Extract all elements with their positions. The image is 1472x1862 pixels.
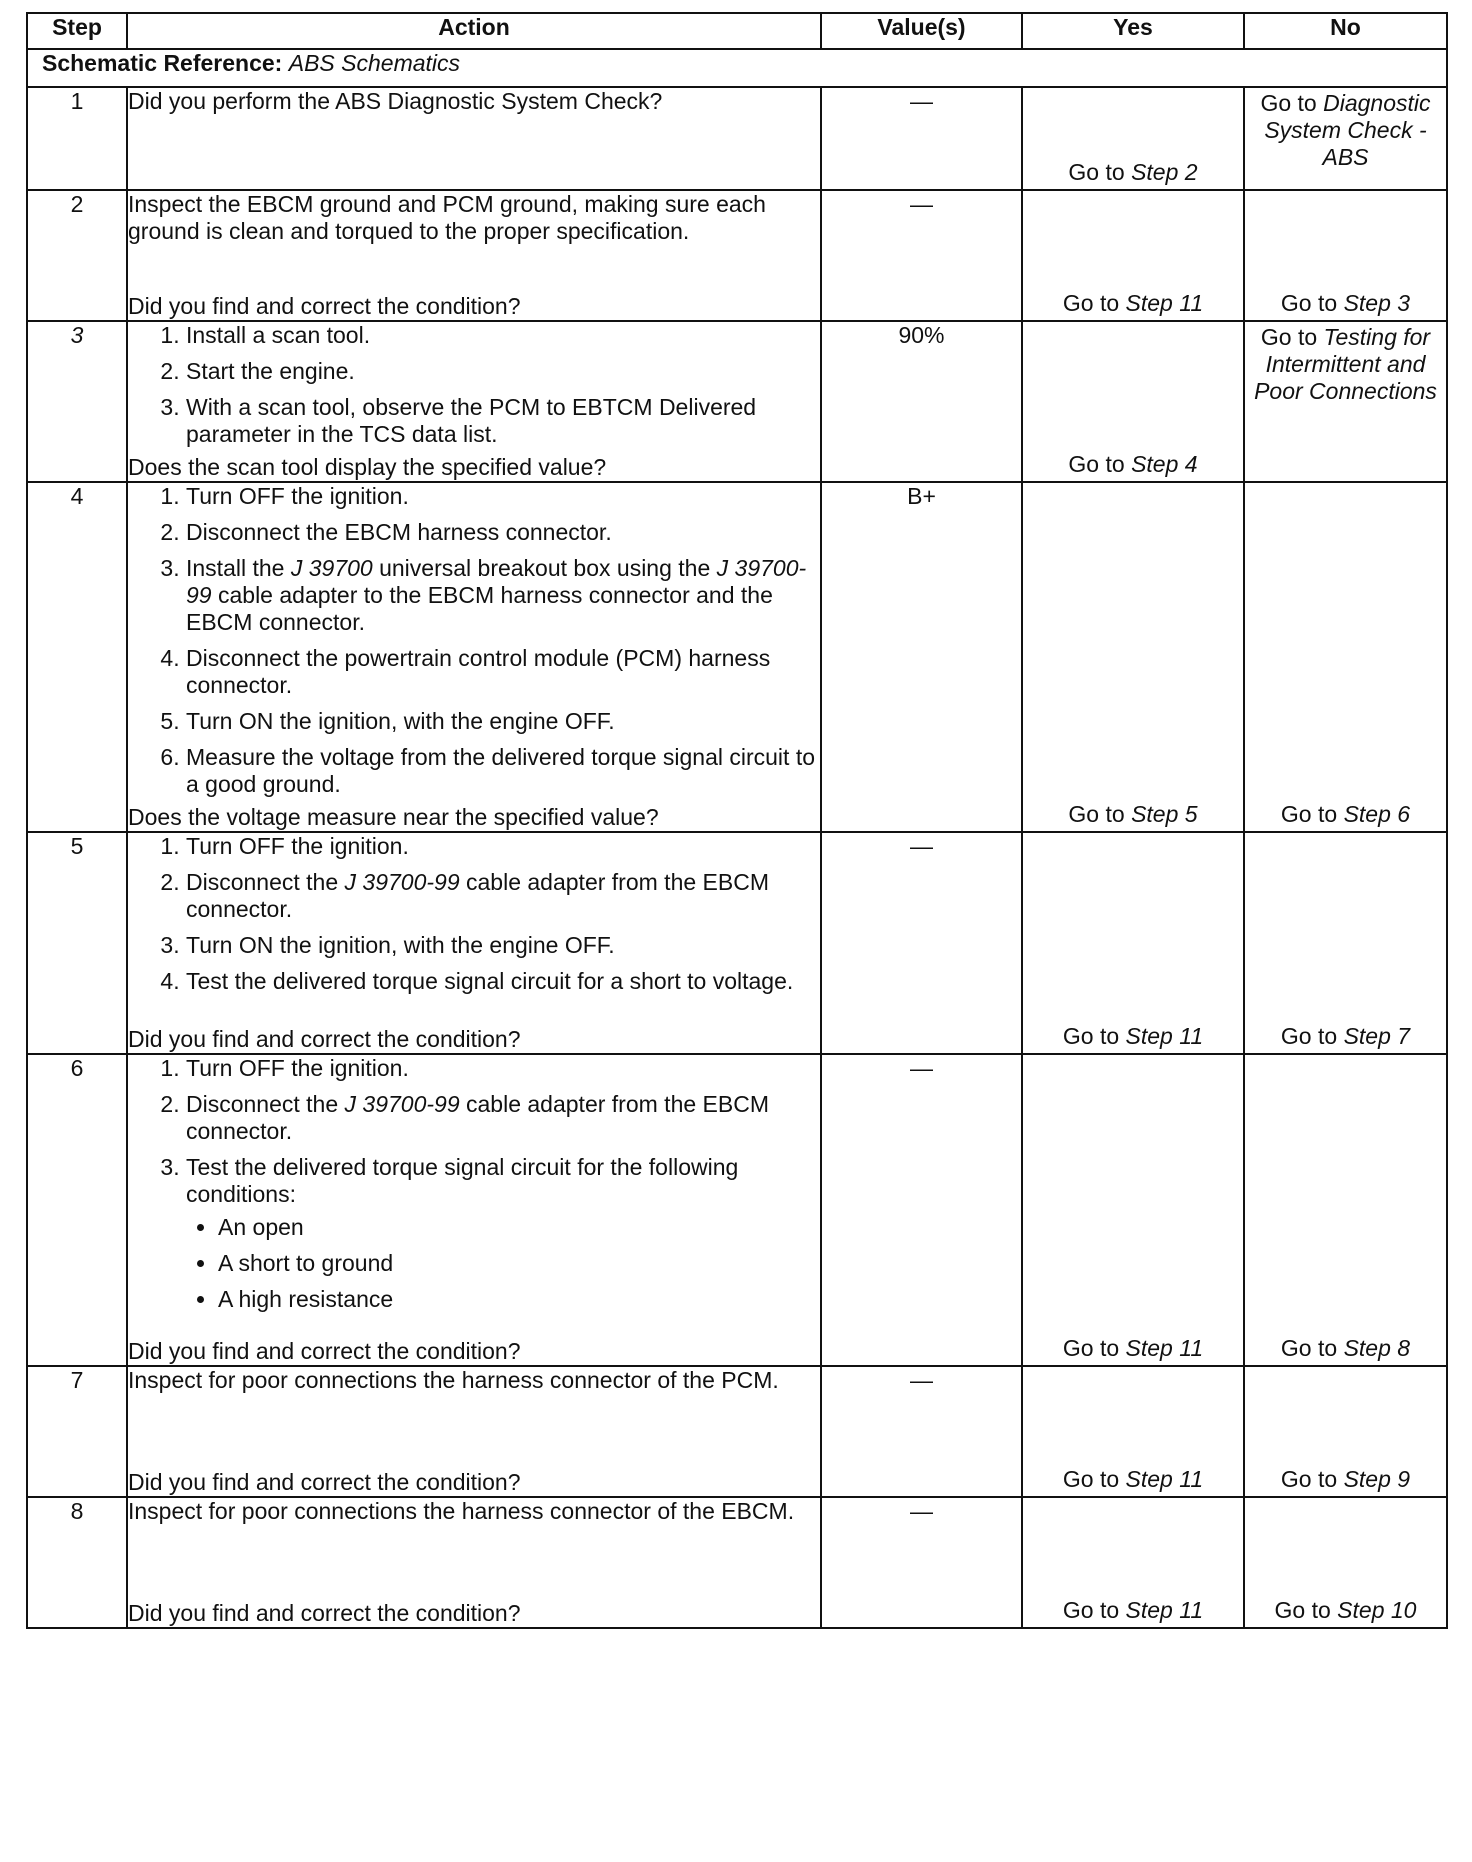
yes-cell xyxy=(1022,1497,1244,1628)
list-item: 3. Install the J 39700 universal breakout box using the J 39700-99 cable adapter to the EBCM harness connector and the EBCM connector. xyxy=(186,555,820,636)
no-goto[interactable] xyxy=(1245,90,1446,171)
no-cell xyxy=(1244,1497,1447,1628)
action-question: Did you find and correct the condition? xyxy=(128,1469,521,1495)
goto-prefix: Go to xyxy=(1280,1466,1338,1492)
action-question: Does the scan tool display the specified value? xyxy=(128,454,607,480)
schematic-link[interactable]: ABS Schematics xyxy=(288,50,461,76)
yes-cell xyxy=(1022,87,1244,190)
goto-target: Step 7 xyxy=(1343,1023,1411,1049)
tool-reference: J 39700 xyxy=(290,555,373,581)
yes-goto[interactable] xyxy=(1023,1023,1243,1050)
goto-target: Step 11 xyxy=(1125,1597,1204,1623)
goto-target: Step 6 xyxy=(1343,801,1411,827)
header-action: Action xyxy=(127,13,821,49)
table-row xyxy=(27,1054,1447,1366)
action-cell xyxy=(127,1497,821,1628)
goto-prefix: Go to xyxy=(1062,290,1120,316)
value-cell: B+ xyxy=(821,482,1022,832)
list-item: 3. Turn ON the ignition, with the engine OFF. xyxy=(186,932,820,959)
header-step: Step xyxy=(27,13,127,49)
yes-goto[interactable] xyxy=(1023,159,1243,186)
table-row xyxy=(27,482,1447,832)
goto-target: Step 11 xyxy=(1125,1335,1204,1361)
no-goto[interactable] xyxy=(1245,1466,1446,1493)
list-item: 1. Install a scan tool. xyxy=(186,322,820,349)
schematic-label: Schematic Reference: xyxy=(42,50,283,76)
goto-prefix: Go to xyxy=(1280,1023,1338,1049)
list-item: 1. Turn OFF the ignition. xyxy=(186,483,820,510)
list-item: 2. Disconnect the EBCM harness connector. xyxy=(186,519,820,546)
action-cell xyxy=(127,1054,821,1366)
goto-target: Step 11 xyxy=(1125,290,1204,316)
action-steps xyxy=(128,1055,820,1313)
step-number: 2 xyxy=(27,190,127,321)
action-steps xyxy=(128,483,820,804)
action-text: Inspect for poor connections the harness connector of the EBCM. xyxy=(128,1498,795,1524)
schematic-reference-row xyxy=(27,49,1447,87)
action-question: Did you find and correct the condition? xyxy=(128,1338,521,1364)
yes-goto[interactable] xyxy=(1023,290,1243,317)
diagnostic-table-sheet xyxy=(26,12,1446,1629)
no-cell xyxy=(1244,190,1447,321)
goto-target: Step 11 xyxy=(1125,1023,1204,1049)
step-number: 6 xyxy=(27,1054,127,1366)
no-cell xyxy=(1244,87,1447,190)
yes-goto[interactable] xyxy=(1023,801,1243,828)
action-text: Inspect the EBCM ground and PCM ground, making sure each ground is clean and torqued to the proper specification. xyxy=(128,191,766,244)
table-row xyxy=(27,190,1447,321)
yes-goto[interactable] xyxy=(1023,1335,1243,1362)
bullet-item: • An open xyxy=(218,1214,820,1241)
table-row xyxy=(27,1366,1447,1497)
action-text: Inspect for poor connections the harness connector of the PCM. xyxy=(128,1367,779,1393)
goto-target: Step 10 xyxy=(1337,1597,1417,1623)
no-goto[interactable] xyxy=(1245,1597,1446,1624)
table-row xyxy=(27,87,1447,190)
goto-prefix: Go to xyxy=(1062,1597,1120,1623)
action-question: Does the voltage measure near the specified value? xyxy=(128,804,659,830)
no-goto[interactable] xyxy=(1245,1335,1446,1362)
value-cell: — xyxy=(821,1497,1022,1628)
goto-prefix: Go to xyxy=(1280,1335,1338,1361)
step-number: 1 xyxy=(27,87,127,190)
tool-reference: J 39700-99 xyxy=(344,1091,460,1117)
yes-goto[interactable] xyxy=(1023,1597,1243,1624)
no-goto[interactable] xyxy=(1245,324,1446,405)
action-steps xyxy=(128,833,820,1001)
action-cell xyxy=(127,482,821,832)
yes-goto[interactable] xyxy=(1023,1466,1243,1493)
goto-target: Step 3 xyxy=(1343,290,1411,316)
goto-prefix: Go to xyxy=(1068,159,1125,185)
action-steps xyxy=(128,322,820,454)
goto-prefix: Go to xyxy=(1068,801,1125,827)
list-item: 6. Measure the voltage from the delivered torque signal circuit to a good ground. xyxy=(186,744,820,798)
table-row xyxy=(27,321,1447,482)
table-row xyxy=(27,1497,1447,1628)
goto-prefix: Go to xyxy=(1068,451,1125,477)
list-item: 2. Start the engine. xyxy=(186,358,820,385)
step-number: 3 xyxy=(27,321,127,482)
action-cell xyxy=(127,321,821,482)
header-yes: Yes xyxy=(1022,13,1244,49)
list-item: 4. Test the delivered torque signal circuit for a short to voltage. xyxy=(186,968,820,995)
no-cell xyxy=(1244,1054,1447,1366)
step-number: 8 xyxy=(27,1497,127,1628)
bullet-item: • A high resistance xyxy=(218,1286,820,1313)
list-item: 2. Disconnect the J 39700-99 cable adapter from the EBCM connector. xyxy=(186,1091,820,1145)
action-cell xyxy=(127,1366,821,1497)
action-cell xyxy=(127,832,821,1054)
goto-target: Step 5 xyxy=(1131,801,1198,827)
goto-target: Step 11 xyxy=(1125,1466,1204,1492)
header-values: Value(s) xyxy=(821,13,1022,49)
value-cell: 90% xyxy=(821,321,1022,482)
diagnostic-table xyxy=(26,12,1448,1629)
action-cell xyxy=(127,190,821,321)
action-question: Did you find and correct the condition? xyxy=(128,293,521,319)
yes-cell xyxy=(1022,1054,1244,1366)
list-item: 4. Disconnect the powertrain control module (PCM) harness connector. xyxy=(186,645,820,699)
tool-reference: J 39700-99 xyxy=(186,555,807,608)
no-goto[interactable] xyxy=(1245,1023,1446,1050)
list-item: 5. Turn ON the ignition, with the engine OFF. xyxy=(186,708,820,735)
yes-cell xyxy=(1022,482,1244,832)
goto-target: Testing for Intermittent and Poor Connections xyxy=(1254,324,1437,404)
value-cell: — xyxy=(821,190,1022,321)
goto-prefix: Go to xyxy=(1062,1335,1120,1361)
yes-cell xyxy=(1022,832,1244,1054)
no-cell xyxy=(1244,321,1447,482)
goto-prefix: Go to xyxy=(1280,290,1338,316)
yes-goto[interactable] xyxy=(1023,451,1243,478)
step-number: 7 xyxy=(27,1366,127,1497)
step-number: 4 xyxy=(27,482,127,832)
list-item: 1. Turn OFF the ignition. xyxy=(186,833,820,860)
no-cell xyxy=(1244,1366,1447,1497)
goto-prefix: Go to xyxy=(1062,1466,1120,1492)
no-goto[interactable] xyxy=(1245,801,1446,828)
goto-prefix: Go to xyxy=(1260,90,1317,116)
goto-target: Step 9 xyxy=(1343,1466,1411,1492)
value-cell: — xyxy=(821,1366,1022,1497)
goto-target: Diagnostic System Check - ABS xyxy=(1264,90,1431,170)
action-question: Did you find and correct the condition? xyxy=(128,1600,521,1626)
yes-cell xyxy=(1022,1366,1244,1497)
list-item: 3. With a scan tool, observe the PCM to EBTCM Delivered parameter in the TCS data list. xyxy=(186,394,820,448)
header-row xyxy=(27,13,1447,49)
value-cell: — xyxy=(821,87,1022,190)
value-cell: — xyxy=(821,832,1022,1054)
goto-target: Step 4 xyxy=(1131,451,1198,477)
goto-target: Step 2 xyxy=(1131,159,1198,185)
action-question: Did you find and correct the condition? xyxy=(128,1026,521,1052)
action-cell xyxy=(127,87,821,190)
goto-prefix: Go to xyxy=(1274,1597,1331,1623)
no-cell xyxy=(1244,482,1447,832)
action-text: Did you perform the ABS Diagnostic System Check? xyxy=(128,88,663,114)
schematic-reference xyxy=(27,49,1447,87)
bullet-item: • A short to ground xyxy=(218,1250,820,1277)
header-no: No xyxy=(1244,13,1447,49)
no-goto[interactable] xyxy=(1245,290,1446,317)
list-item: 1. Turn OFF the ignition. xyxy=(186,1055,820,1082)
goto-prefix: Go to xyxy=(1062,1023,1120,1049)
value-cell: — xyxy=(821,1054,1022,1366)
tool-reference: J 39700-99 xyxy=(344,869,460,895)
table-row xyxy=(27,832,1447,1054)
yes-cell xyxy=(1022,321,1244,482)
step-number: 5 xyxy=(27,832,127,1054)
goto-target: Step 8 xyxy=(1343,1335,1411,1361)
list-item: 2. Disconnect the J 39700-99 cable adapter from the EBCM connector. xyxy=(186,869,820,923)
goto-prefix: Go to xyxy=(1260,324,1318,350)
goto-prefix: Go to xyxy=(1280,801,1338,827)
yes-cell xyxy=(1022,190,1244,321)
no-cell xyxy=(1244,832,1447,1054)
list-item: 3. Test the delivered torque signal circuit for the following conditions: • An open • A short to ground • A high resistance xyxy=(186,1154,820,1313)
condition-bullets xyxy=(186,1214,820,1313)
